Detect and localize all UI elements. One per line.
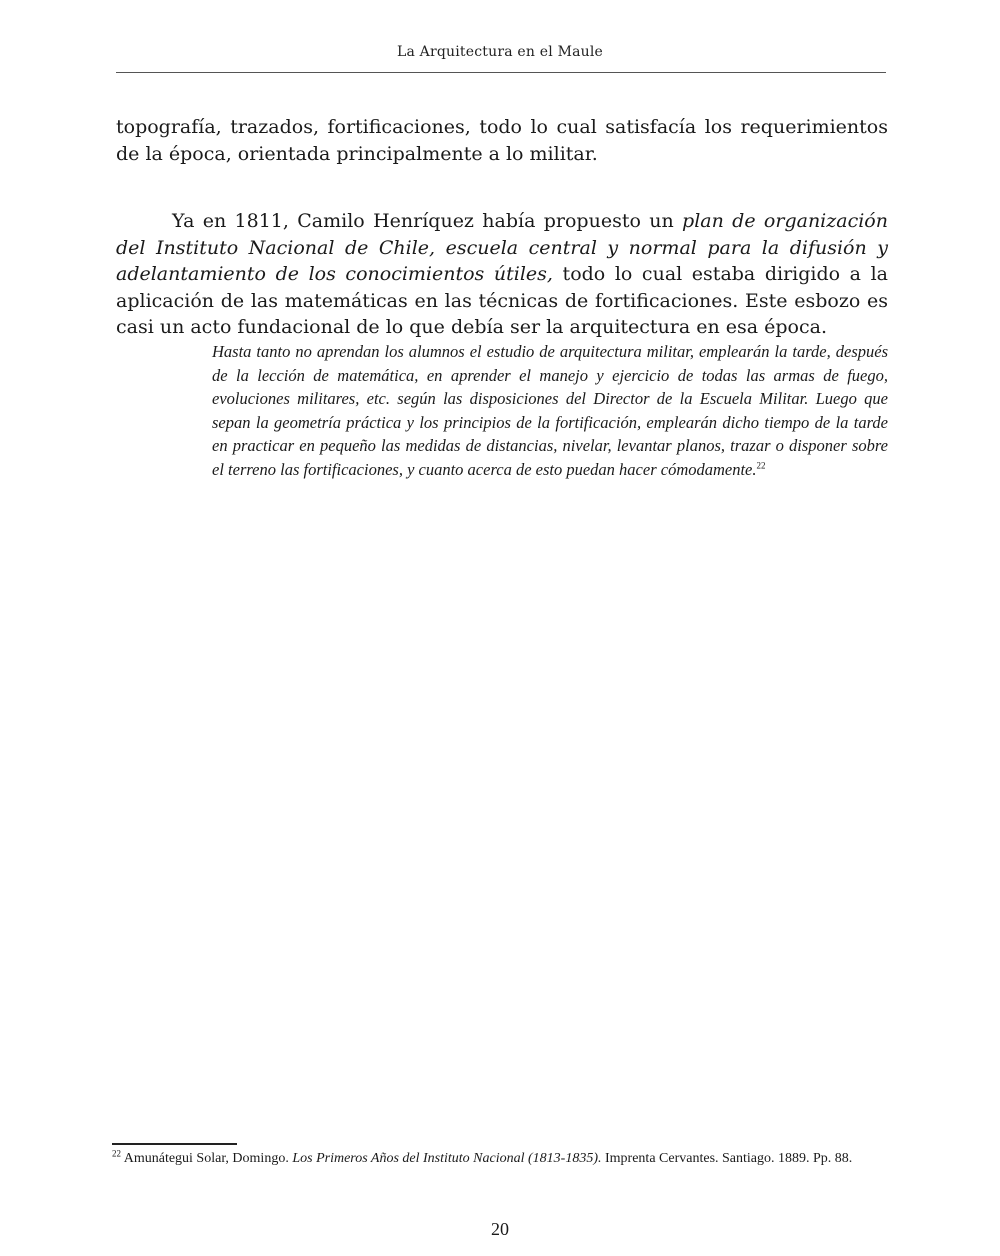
paragraph-2-lead: Ya en 1811, Camilo Henríquez había propuesto un — [172, 210, 683, 232]
header-divider — [116, 72, 886, 73]
footnote-publication: Imprenta Cervantes. Santiago. 1889. Pp. 88. — [601, 1151, 853, 1166]
page-number: 20 — [491, 1219, 509, 1239]
running-header: La Arquitectura en el Maule — [396, 44, 604, 60]
block-quote — [212, 340, 888, 481]
paragraph-2-rest: todo lo cual estaba dirigido a la aplicación de las matemáticas en las técnicas de fortificaciones. Este esbozo es casi un acto fundacional de lo que debía ser la arquitectura en esa época. — [116, 263, 889, 338]
paragraph-2-italic-title: plan de organización del Instituto Nacional de Chile, escuela central y normal para la difusión y adelantamiento de los conocimientos útiles, — [116, 210, 888, 285]
block-quote-text: Hasta tanto no aprendan los alumnos el estudio de arquitectura militar, emplearán la tarde, después de la lección de matemática, en aprender el manejo y ejercicio de todas las armas de fuego, evoluciones militares, etc. según las disposiciones del Director de la Escuela Militar. Luego que sepan la geometría práctica y los principios de la fortificación, emplearán dicho tiempo de la tarde en practicar en pequeño las medidas de distancias, nivelar, levantar planos, trazar o disponer sobre el terreno las fortificaciones, y cuanto acerca de esto puedan hacer cómodamente. — [212, 342, 888, 479]
footnote-reference: 22 — [756, 460, 766, 470]
footnote-author: Amunátegui Solar, Domingo. — [121, 1151, 293, 1166]
footnote-title: Los Primeros Años del Instituto Nacional (1813-1835). — [292, 1151, 602, 1166]
footnote-divider — [112, 1143, 237, 1145]
footnote-number: 22 — [112, 1148, 121, 1159]
footnote — [112, 1150, 892, 1168]
body-paragraph-2 — [116, 208, 888, 341]
body-paragraph-1: topografía, trazados, fortificaciones, todo lo cual satisfacía los requerimientos de la época, orientada principalmente a lo militar. — [116, 116, 888, 165]
